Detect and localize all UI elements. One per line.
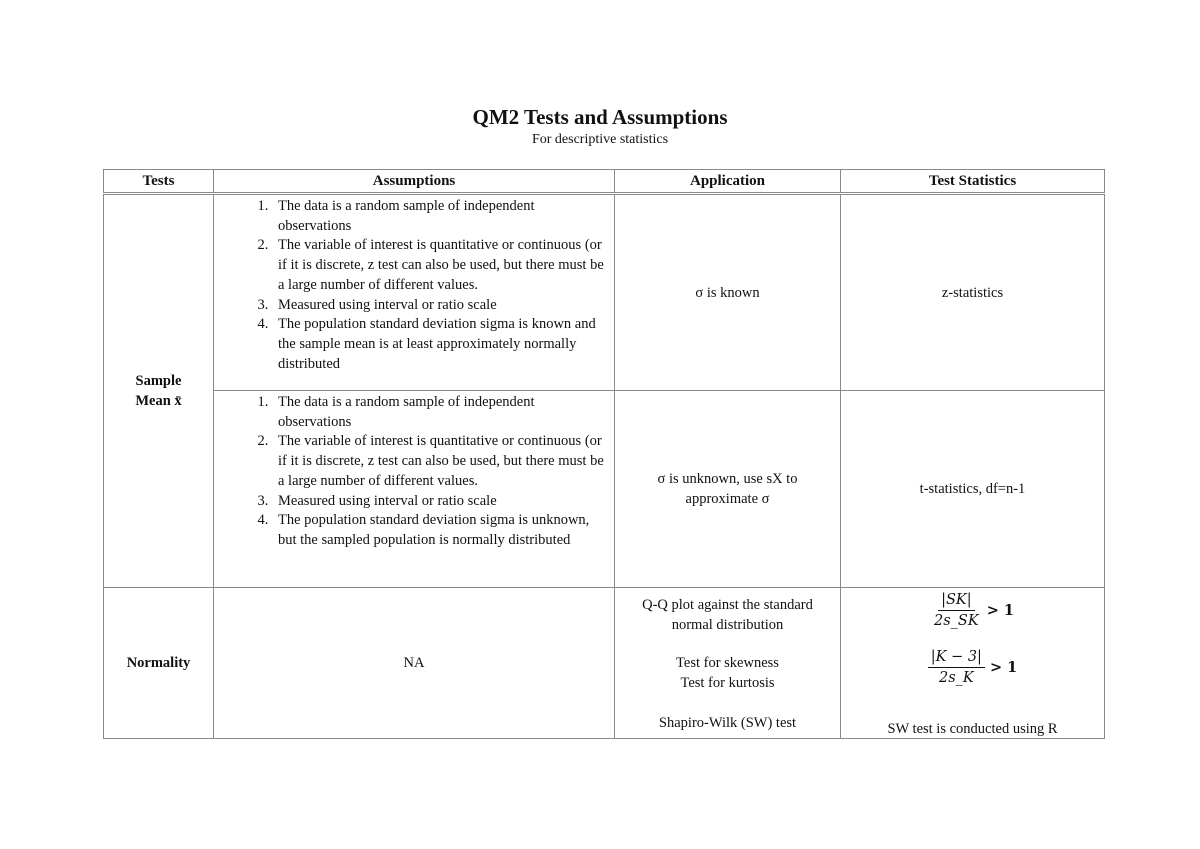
- list-item: 4. The population standard deviation sigma is known and the sample mean is at least approximately normally distributed: [272, 315, 608, 374]
- normality-label: Normality: [104, 588, 214, 739]
- header-test-statistics: Test Statistics: [841, 170, 1105, 194]
- normality-application: [615, 588, 841, 739]
- assumptions-known: [214, 194, 615, 391]
- header-application: Application: [615, 170, 841, 194]
- table-row: [104, 391, 1105, 588]
- tests-table: [103, 169, 1105, 739]
- list-item: 3. Measured using interval or ratio scale: [272, 492, 608, 512]
- kurtosis-formula: [928, 647, 1018, 688]
- sample-mean-label-line2: Mean x̄: [135, 393, 182, 409]
- header-assumptions: Assumptions: [214, 170, 615, 194]
- list-item: 1. The data is a random sample of independent observations: [272, 197, 608, 236]
- skewness-formula: [931, 590, 1014, 631]
- normality-assumptions: NA: [214, 588, 615, 739]
- page-title: QM2 Tests and Assumptions: [472, 105, 728, 129]
- kurtosis-test: Test for kurtosis: [680, 675, 775, 691]
- application-unknown-line1: σ is unknown, use sX to: [657, 471, 798, 487]
- list-item: 2. The variable of interest is quantitative or continuous (or if it is discrete, z test can also be used, but there must be a large number of different values.: [272, 236, 608, 295]
- table-row: [104, 194, 1105, 391]
- list-item: 2. The variable of interest is quantitative or continuous (or if it is discrete, z test can also be used, but there must be a large number of different values.: [272, 432, 608, 491]
- kurtosis-numerator: |K − 3|: [928, 647, 985, 668]
- application-unknown: [615, 391, 841, 588]
- sample-mean-label: [104, 194, 214, 588]
- list-item: 4. The population standard deviation sigma is unknown, but the sampled population is normally distributed: [272, 511, 608, 550]
- shapiro-wilk-test: Shapiro-Wilk (SW) test: [658, 715, 797, 731]
- kurtosis-denominator: 2s_K: [938, 670, 974, 686]
- statistic-known: z-statistics: [841, 194, 1105, 391]
- normality-statistics: [841, 588, 1105, 739]
- statistic-unknown: t-statistics, df=n-1: [841, 391, 1105, 588]
- skewness-test: Test for skewness: [676, 655, 779, 671]
- qq-plot-line2: normal distribution: [671, 617, 784, 633]
- header-tests: Tests: [104, 170, 214, 194]
- application-unknown-line2: approximate σ: [685, 491, 770, 507]
- kurtosis-comparison: > 1: [989, 659, 1018, 676]
- skewness-comparison: > 1: [986, 602, 1014, 619]
- skewness-denominator: 2s_SK: [934, 613, 979, 629]
- page-subtitle: For descriptive statistics: [531, 132, 669, 147]
- assumptions-unknown: [214, 391, 615, 588]
- list-item: 3. Measured using interval or ratio scale: [272, 296, 608, 316]
- sw-note: SW test is conducted using R: [887, 721, 1058, 737]
- sample-mean-label-line1: Sample: [135, 373, 182, 389]
- list-item: 1. The data is a random sample of independent observations: [272, 393, 608, 432]
- table-row: [104, 588, 1105, 739]
- qq-plot-line1: Q-Q plot against the standard: [642, 597, 813, 613]
- table-header-row: [104, 170, 1105, 194]
- application-known: σ is known: [615, 194, 841, 391]
- skewness-numerator: |SK|: [938, 590, 975, 611]
